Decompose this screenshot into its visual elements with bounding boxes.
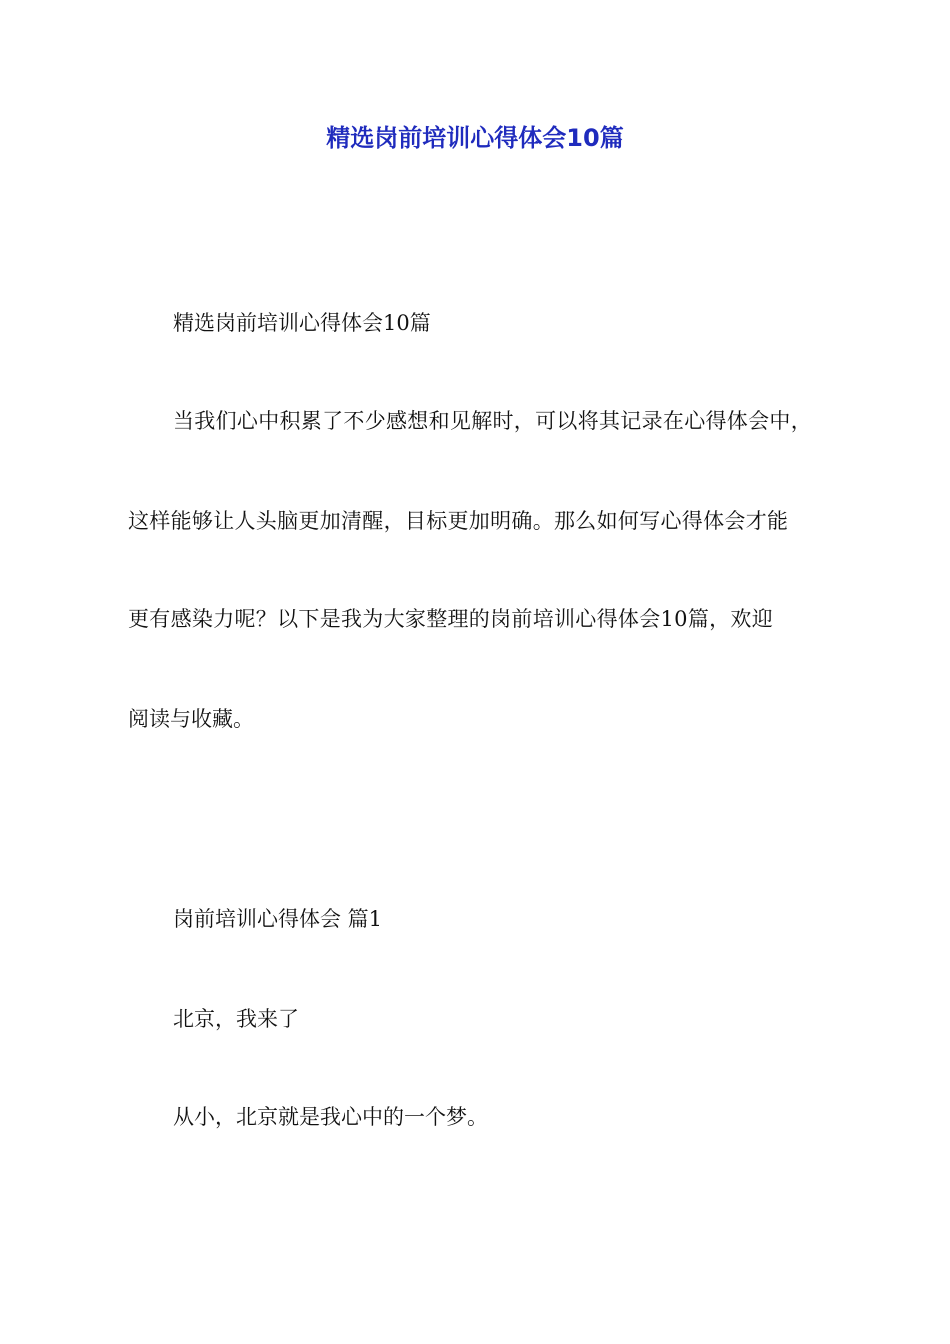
section-heading: 岗前培训心得体会 篇1 xyxy=(173,907,383,931)
intro-line-4: 阅读与收藏。 xyxy=(128,707,254,731)
subtitle-paragraph: 精选岗前培训心得体会10篇 xyxy=(173,311,431,335)
section-paragraph-1: 北京，我来了 xyxy=(173,1007,299,1031)
document-title: 精选岗前培训心得体会10篇 xyxy=(326,124,624,152)
section-paragraph-2: 从小，北京就是我心中的一个梦。 xyxy=(173,1105,488,1129)
intro-line-2: 这样能够让人头脑更加清醒，目标更加明确。那么如何写心得体会才能 xyxy=(128,509,789,533)
intro-line-3: 更有感染力呢？以下是我为大家整理的岗前培训心得体会10篇，欢迎 xyxy=(128,607,774,631)
intro-line-1: 当我们心中积累了不少感想和见解时，可以将其记录在心得体会中， xyxy=(173,409,812,433)
